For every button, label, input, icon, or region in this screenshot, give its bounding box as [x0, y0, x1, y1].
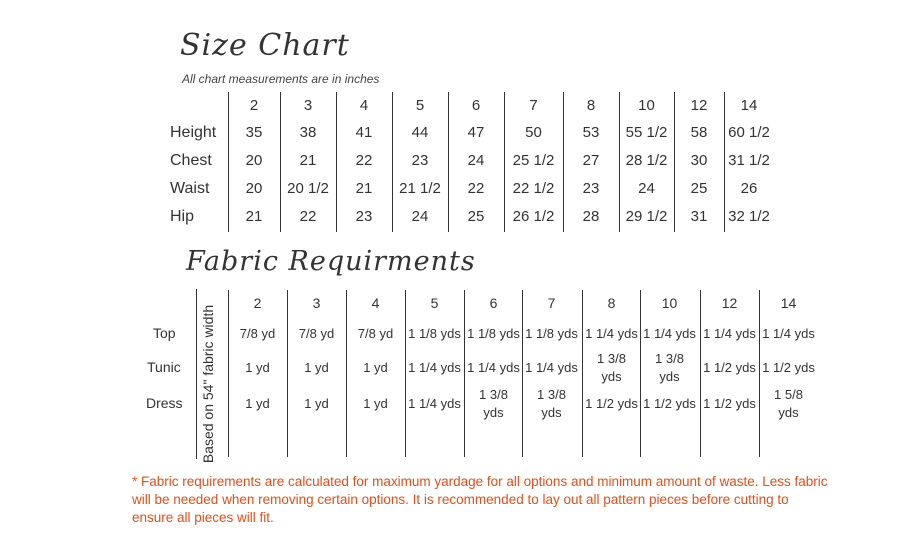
fabric-value-cell: 1 3/8 yds: [479, 387, 508, 420]
size-value-cell: 20: [245, 180, 263, 197]
size-value-cell: 23: [411, 152, 429, 169]
fabric-value-cell: 1 1/4 yds: [585, 326, 638, 341]
size-value-cell: 44: [411, 124, 429, 141]
size-value-cell: 30: [690, 152, 708, 169]
size-row-label: Chest: [170, 152, 212, 169]
size-header-cell: 14: [740, 97, 758, 114]
size-value-cell: 27: [582, 152, 600, 169]
size-value-cell: 35: [245, 124, 263, 141]
size-value-cell: 22: [299, 208, 317, 225]
size-header-cell: 3: [303, 97, 313, 114]
size-row-label: Hip: [170, 208, 195, 225]
size-value-cell: 25 1/2: [512, 152, 555, 169]
size-row-label: Waist: [170, 180, 210, 197]
fabric-value-cell: 1 yd: [304, 360, 329, 375]
fabric-value-cell: 1 1/4 yds: [703, 326, 756, 341]
size-header-cell: 7: [529, 97, 538, 114]
fabric-value-cell: 1 1/8 yds: [408, 326, 461, 341]
size-value-cell: 41: [355, 124, 373, 141]
size-row-label: Height: [170, 124, 217, 141]
fabric-width-note: Based on 54" fabric width: [200, 304, 216, 464]
fabric-value-cell: 1 yd: [304, 396, 329, 411]
size-value-cell: 47: [467, 124, 485, 141]
size-value-cell: 20 1/2: [287, 180, 329, 197]
size-header-cell: 2: [249, 97, 259, 114]
fabric-size-header-cell: 2: [253, 295, 262, 311]
fabric-size-header-cell: 5: [430, 295, 439, 311]
fabric-value-cell: 1 1/4 yds: [408, 396, 461, 411]
fabric-row-label: Top: [153, 325, 176, 341]
fabric-value-cell: 1 1/4 yds: [467, 360, 520, 375]
fabric-size-header-cell: 7: [547, 295, 556, 311]
size-value-cell: 21: [245, 208, 263, 225]
size-value-cell: 26 1/2: [512, 208, 555, 225]
size-value-cell: 24: [467, 152, 485, 169]
size-header-cell: 8: [586, 97, 596, 114]
size-header-cell: 12: [690, 97, 708, 114]
size-value-cell: 31 1/2: [728, 152, 770, 169]
size-value-cell: 55 1/2: [625, 124, 668, 141]
size-value-cell: 60 1/2: [728, 124, 770, 141]
size-value-cell: 20: [245, 152, 263, 169]
fabric-size-header-cell: 4: [371, 295, 380, 311]
fabric-size-header-cell: 3: [312, 295, 321, 311]
size-value-cell: 26: [740, 180, 758, 197]
size-value-cell: 24: [411, 208, 429, 225]
fabric-value-cell: 1 1/4 yds: [643, 326, 696, 341]
fabric-size-header-cell: 10: [661, 295, 678, 311]
size-value-cell: 53: [582, 124, 600, 141]
size-value-cell: 50: [525, 124, 542, 141]
fabric-value-cell: 1 yd: [363, 396, 388, 411]
fabric-value-cell: 7/8 yd: [357, 326, 394, 341]
size-header-cell: 6: [471, 97, 481, 114]
size-chart-title: Size Chart: [180, 28, 350, 63]
fabric-value-cell: 1 3/8 yds: [597, 351, 626, 384]
size-value-cell: 22: [467, 180, 485, 197]
size-value-cell: 28 1/2: [625, 152, 668, 169]
size-value-cell: 21 1/2: [399, 180, 441, 197]
fabric-size-header-cell: 8: [607, 295, 616, 311]
fabric-value-cell: 7/8 yd: [298, 326, 335, 341]
size-value-cell: 23: [582, 180, 600, 197]
fabric-size-header-cell: 12: [721, 295, 738, 311]
fabric-value-cell: 7/8 yd: [239, 326, 276, 341]
fabric-value-cell: 1 5/8 yds: [774, 387, 803, 420]
fabric-value-cell: 1 yd: [363, 360, 388, 375]
fabric-row-label: Tunic: [147, 359, 181, 375]
size-value-cell: 28: [582, 208, 600, 225]
fabric-value-cell: 1 1/2 yds: [643, 396, 696, 411]
fabric-value-cell: 1 1/4 yds: [762, 326, 815, 341]
fabric-value-cell: 1 yd: [245, 360, 270, 375]
fabric-table-divider: [196, 289, 197, 459]
fabric-value-cell: 1 1/4 yds: [408, 360, 461, 375]
size-header-cell: 4: [359, 97, 369, 114]
fabric-value-cell: 1 yd: [245, 396, 270, 411]
fabric-value-cell: 1 1/2 yds: [762, 360, 815, 375]
fabric-value-cell: 1 1/8 yds: [525, 326, 578, 341]
size-value-cell: 29 1/2: [625, 208, 668, 225]
size-value-cell: 32 1/2: [728, 208, 770, 225]
size-value-cell: 58: [690, 124, 708, 141]
size-value-cell: 25: [690, 180, 708, 197]
footnote: * Fabric requirements are calculated for maximum yardage for all options and minimum amount of waste. Less fabric will be needed when removing certain options. It is recommended to lay out all pattern pieces before cutting to ensure all pieces will fit.: [132, 474, 828, 525]
size-chart-subtitle: All chart measurements are in inches: [182, 72, 380, 86]
size-header-cell: 5: [415, 97, 425, 114]
fabric-value-cell: 1 3/8 yds: [655, 351, 684, 384]
size-value-cell: 31: [690, 208, 708, 225]
size-value-cell: 25: [467, 208, 485, 225]
size-value-cell: 24: [638, 180, 655, 197]
size-value-cell: 22 1/2: [512, 180, 555, 197]
size-header-cell: 10: [638, 97, 655, 114]
fabric-value-cell: 1 1/2 yds: [703, 360, 756, 375]
size-value-cell: 21: [355, 180, 373, 197]
fabric-value-cell: 1 3/8 yds: [537, 387, 566, 420]
fabric-size-header-cell: 6: [489, 295, 498, 311]
fabric-size-header-cell: 14: [780, 295, 797, 311]
fabric-value-cell: 1 1/4 yds: [525, 360, 578, 375]
size-value-cell: 38: [299, 124, 317, 141]
size-value-cell: 23: [355, 208, 373, 225]
fabric-value-cell: 1 1/2 yds: [585, 396, 638, 411]
fabric-row-label: Dress: [146, 395, 183, 411]
fabric-value-cell: 1 1/2 yds: [703, 396, 756, 411]
size-value-cell: 21: [299, 152, 317, 169]
fabric-requirements-title: Fabric Requirments: [186, 246, 476, 277]
size-value-cell: 22: [355, 152, 373, 169]
fabric-value-cell: 1 1/8 yds: [467, 326, 520, 341]
